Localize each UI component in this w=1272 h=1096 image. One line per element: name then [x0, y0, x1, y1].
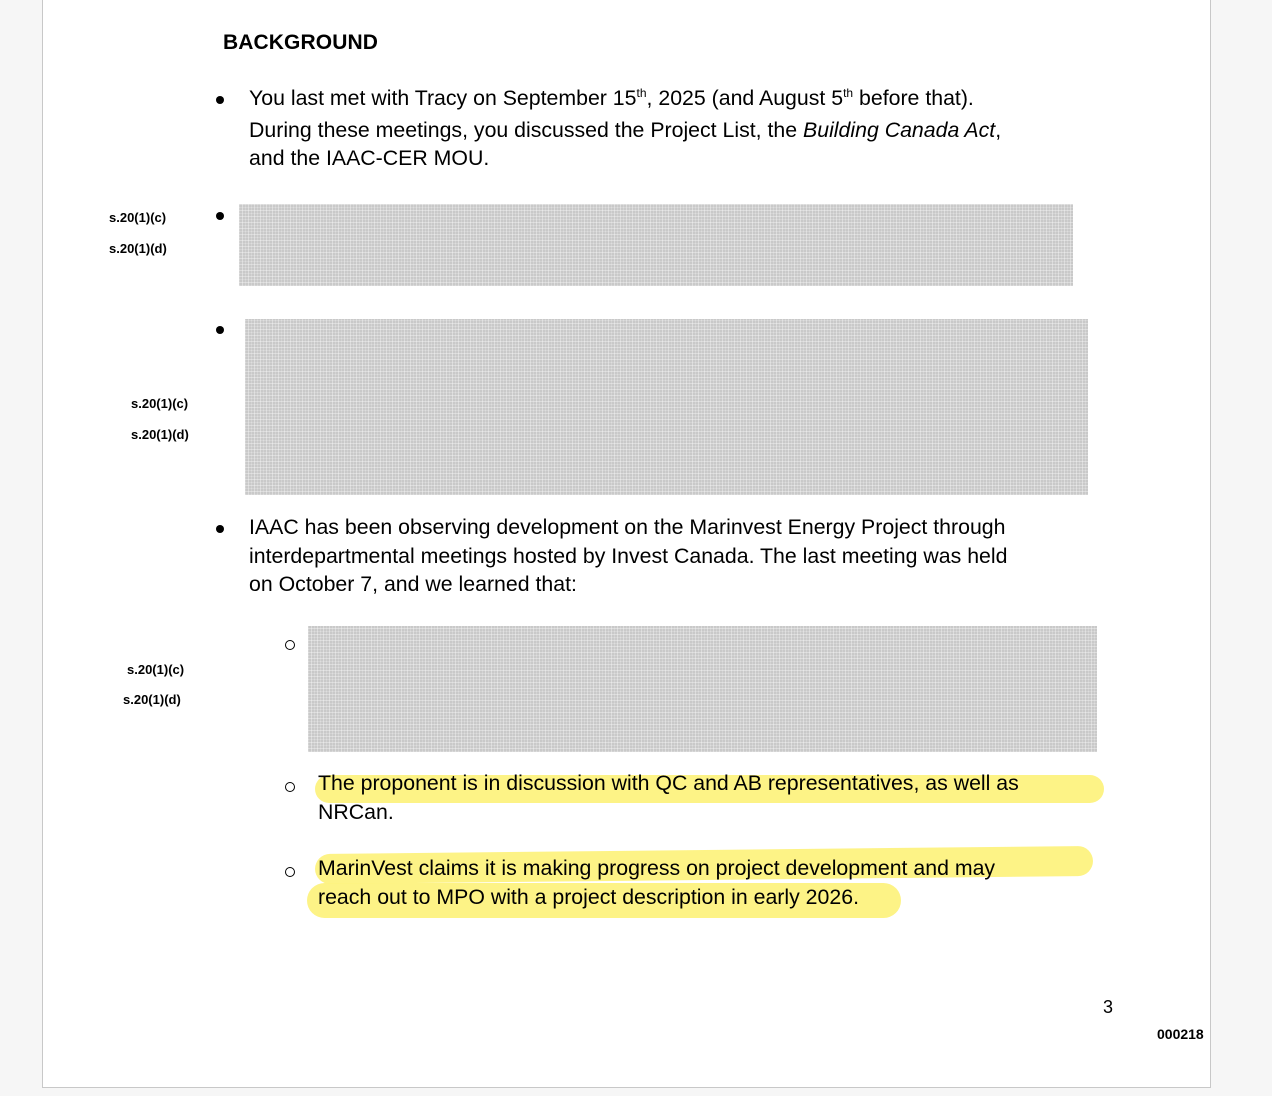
act-title: Building Canada Act [803, 117, 996, 142]
exemption-code: s.20(1)(c) [131, 396, 189, 411]
bullet-icon [216, 212, 224, 220]
bullet-icon [216, 525, 224, 533]
exemption-code: s.20(1)(c) [127, 662, 185, 677]
bullet-paragraph-marinvest [249, 513, 1007, 599]
sub-bullet-icon [285, 782, 295, 792]
paragraph-line: on October 7, and we learned that: [249, 572, 577, 596]
exemption-code: s.20(1)(d) [109, 241, 167, 256]
sub-bullet-icon [285, 640, 295, 650]
paragraph-line: reach out to MPO with a project description in early 2026. [318, 884, 859, 909]
page-number: 3 [1103, 997, 1114, 1017]
document-number: 000218 [1157, 1026, 1204, 1042]
exemption-code: s.20(1)(c) [109, 210, 167, 225]
bullet-icon [216, 326, 224, 334]
paragraph-line: IAAC has been observing development on the Marinvest Energy Project through [249, 515, 1006, 539]
exemption-code: s.20(1)(d) [131, 427, 189, 442]
exemption-code: s.20(1)(d) [123, 692, 181, 707]
paragraph-line: MarinVest claims it is making progress on project development and may [318, 856, 996, 880]
redacted-block [245, 319, 1088, 495]
highlighted-paragraph-marinvest-progress [318, 854, 995, 911]
redacted-block [308, 626, 1097, 752]
bullet-icon [216, 96, 224, 104]
paragraph-line: NRCan. [318, 799, 394, 824]
paragraph-line: interdepartmental meetings hosted by Invest Canada. The last meeting was held [249, 543, 1008, 568]
section-heading: BACKGROUND [223, 31, 378, 54]
highlighted-paragraph-proponent [318, 769, 1019, 826]
paragraph-line: and the IAAC-CER MOU. [249, 146, 490, 170]
bullet-paragraph-meetings [249, 84, 1001, 173]
paragraph-line: During these meetings, you discussed the Project List, the Building Canada Act, [249, 117, 1002, 142]
paragraph-line: You last met with Tracy on September 15th, 2025 (and August 5th before that). [249, 86, 974, 110]
redacted-block [239, 204, 1073, 286]
paragraph-line: The proponent is in discussion with QC and AB representatives, as well as [318, 771, 1019, 795]
sub-bullet-icon [285, 867, 295, 877]
document-page [42, 0, 1211, 1088]
